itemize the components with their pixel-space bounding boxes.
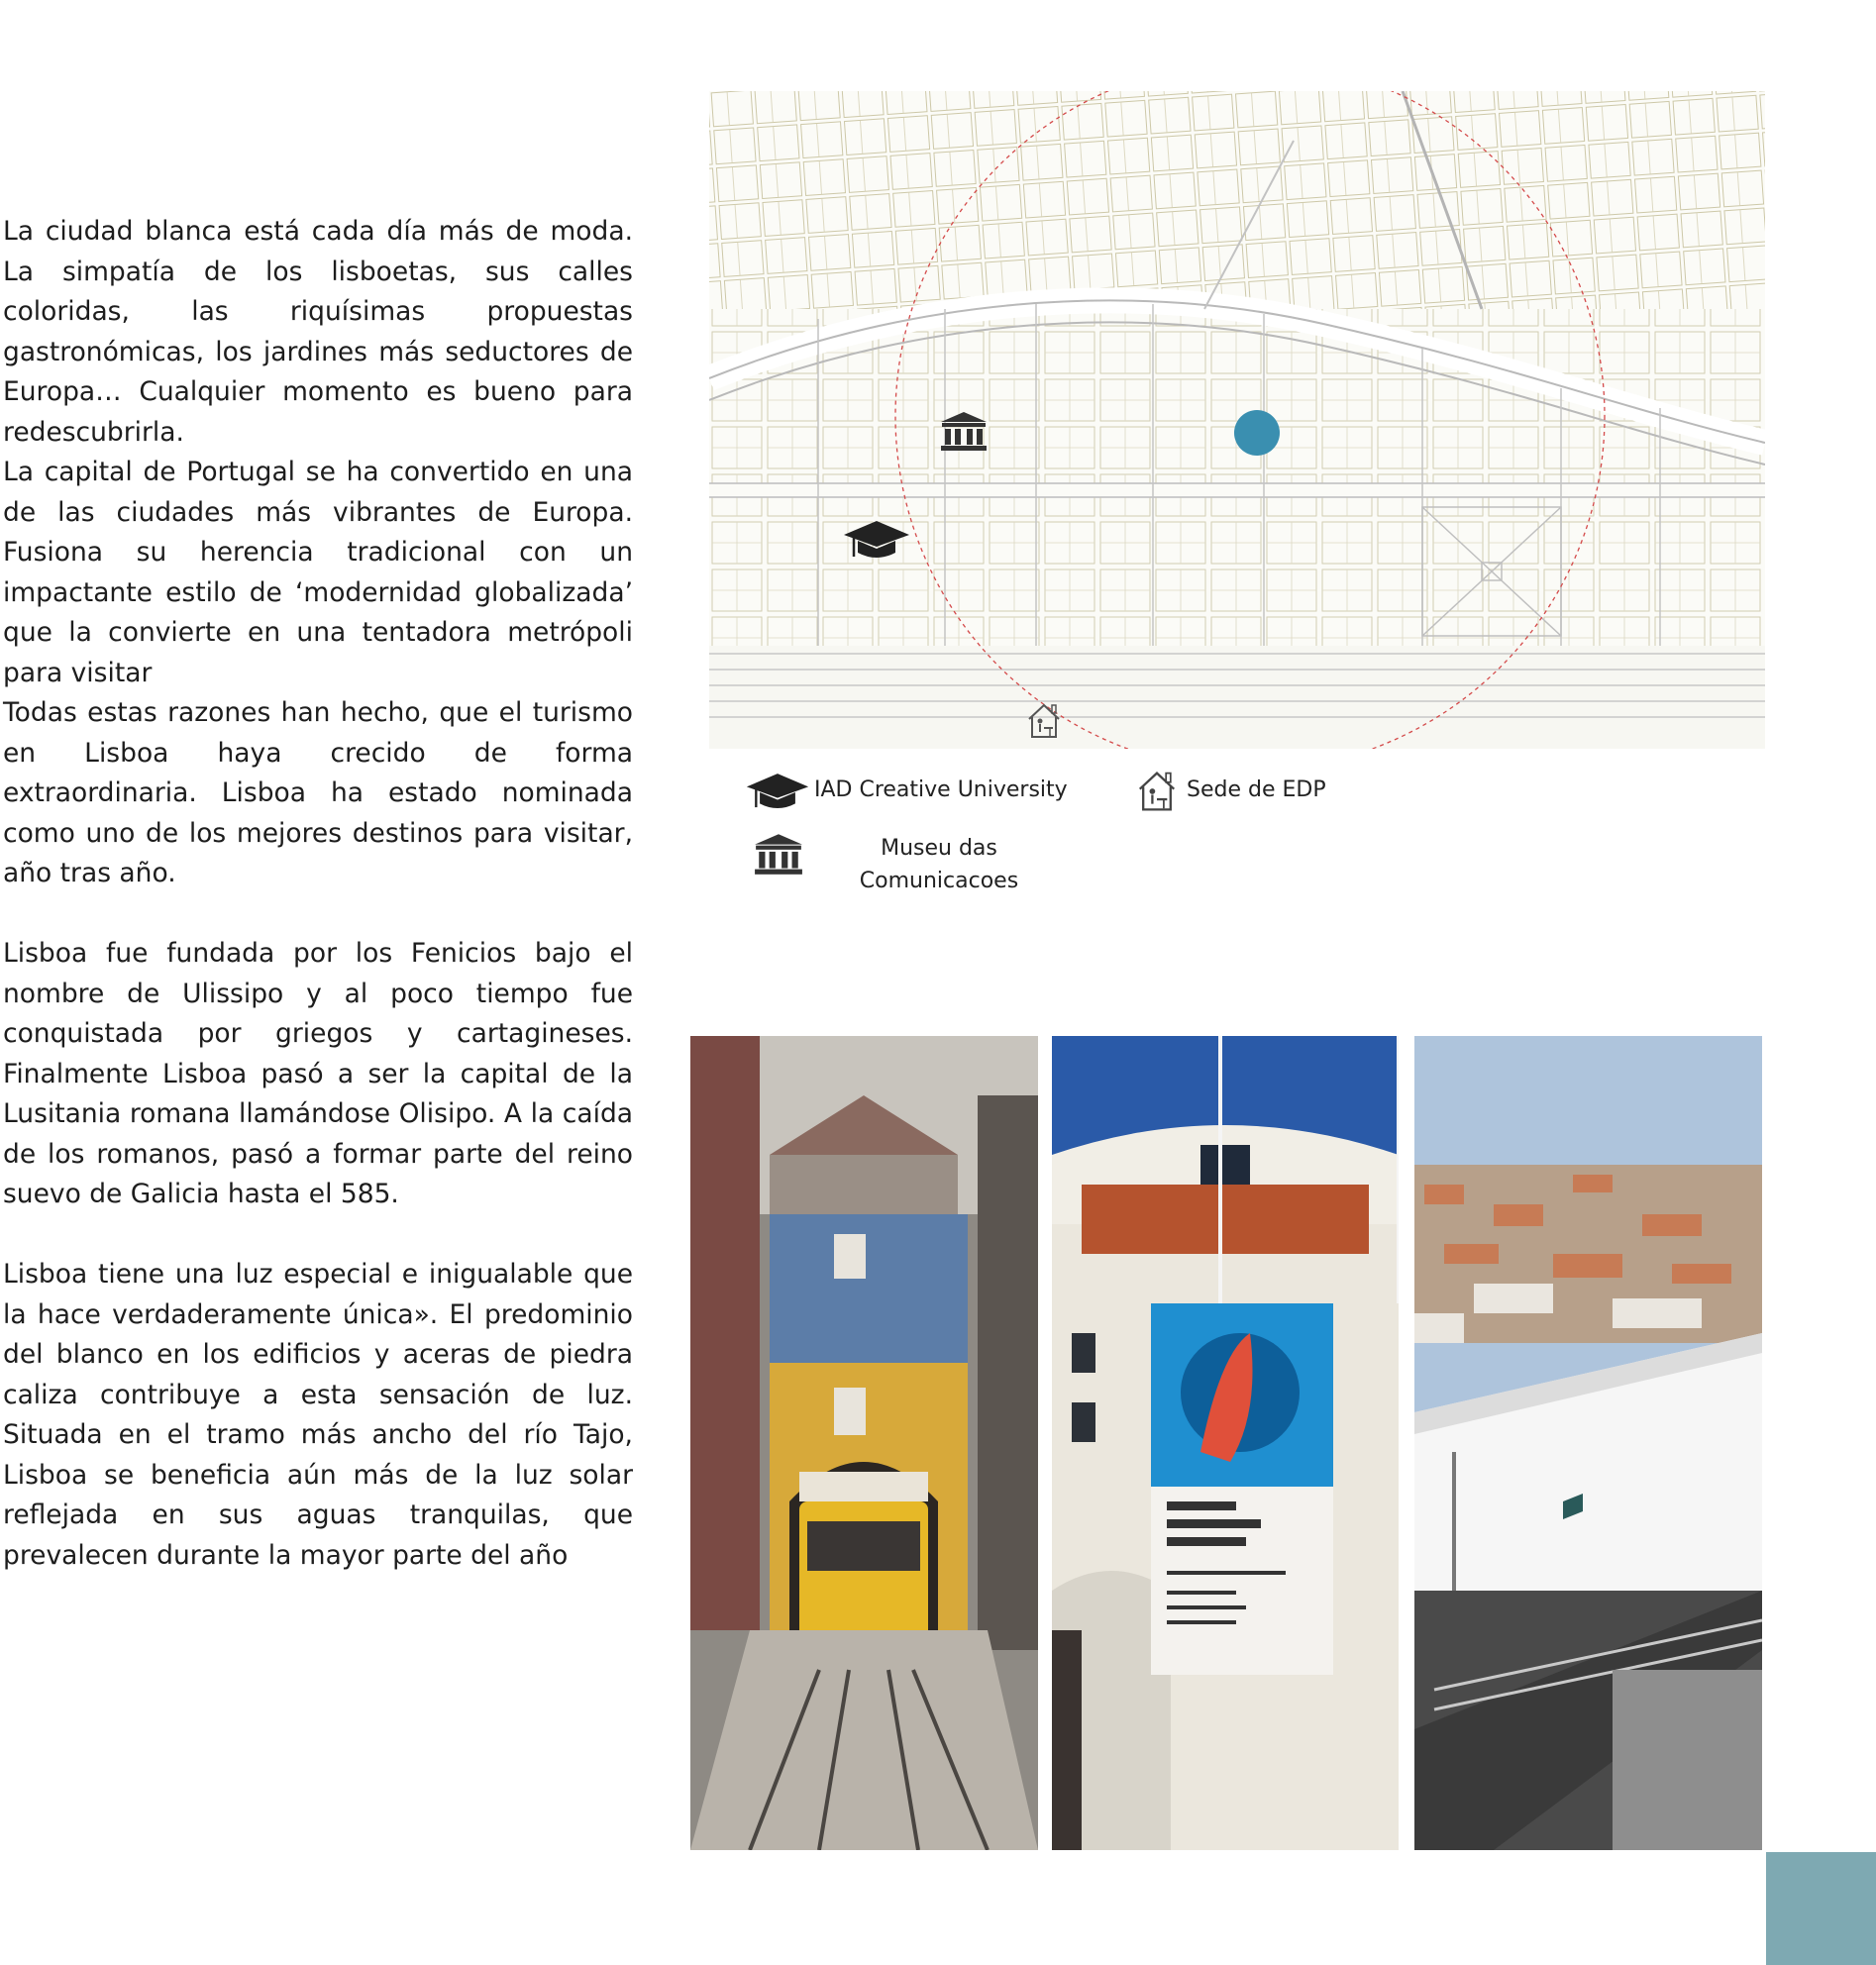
paragraph-light: Lisboa tiene una luz especial e inigualable que la hace verdaderamente única». El predominio del blanco en los edificios y aceras de piedra caliza contribuye a esta sensación de luz. Situada en el tramo más ancho del río Tajo, Lisboa se beneficia aún más de la luz solar reflejada en sus aguas tranquilas, que prevalecen durante la mayor parte del año [3, 1259, 633, 1571]
article-text [3, 212, 633, 1576]
graduation-cap-icon [842, 519, 911, 563]
paragraph-capital: La capital de Portugal se ha convertido en una de las ciudades más vibrantes de Europa. Fusiona su herencia tradicional con un impactante estilo de ‘modernidad globalizada’ que la convierte en una tentadora metrópoli para visitar [3, 457, 633, 688]
legend-museum-line2: Comunicacoes [859, 869, 1019, 893]
paragraph-tourism: Todas estas razones han hecho, que el turismo en Lisboa haya crecido de forma extraordinaria. Lisboa ha estado nominada como uno de los mejores destinos para visitar, año tras año. [3, 697, 633, 888]
legend-museum-line1: Museu das [881, 836, 997, 861]
photo-tram-painting [690, 1036, 1038, 1850]
museum-columns-icon [939, 410, 989, 452]
paragraph-history: Lisboa fue fundada por los Fenicios bajo el nombre de Ulissipo y al poco tiempo fue conquistada por griegos y cartagineses. Finalmente Lisboa pasó a ser la capital de la Lusitania romana llamándose Olisipo. A la caída de los romanos, pasó a formar parte del reino suevo de Galicia hasta el 585. [3, 938, 633, 1209]
house-worker-icon [1135, 769, 1179, 818]
museum-columns-icon [753, 832, 804, 879]
photo-museum-building [1052, 1036, 1399, 1850]
legend-edp-label: Sede de EDP [1187, 777, 1326, 802]
paragraph-intro: La ciudad blanca está cada día más de moda. La simpatía de los lisboetas, sus calles coloridas, las riquísimas propuestas gastronómicas, los jardines más seductores de Europa… Cualquier momento es bueno para redescubrirla. [3, 216, 633, 448]
graduation-cap-icon [745, 771, 810, 818]
legend-museum-label [840, 832, 1038, 897]
house-worker-icon [1026, 701, 1062, 741]
location-dot-icon [1234, 410, 1280, 456]
photo-city-station [1414, 1036, 1762, 1850]
accent-corner-block [1766, 1852, 1876, 1965]
legend-university-label: IAD Creative University [814, 777, 1068, 802]
site-map [709, 91, 1765, 749]
